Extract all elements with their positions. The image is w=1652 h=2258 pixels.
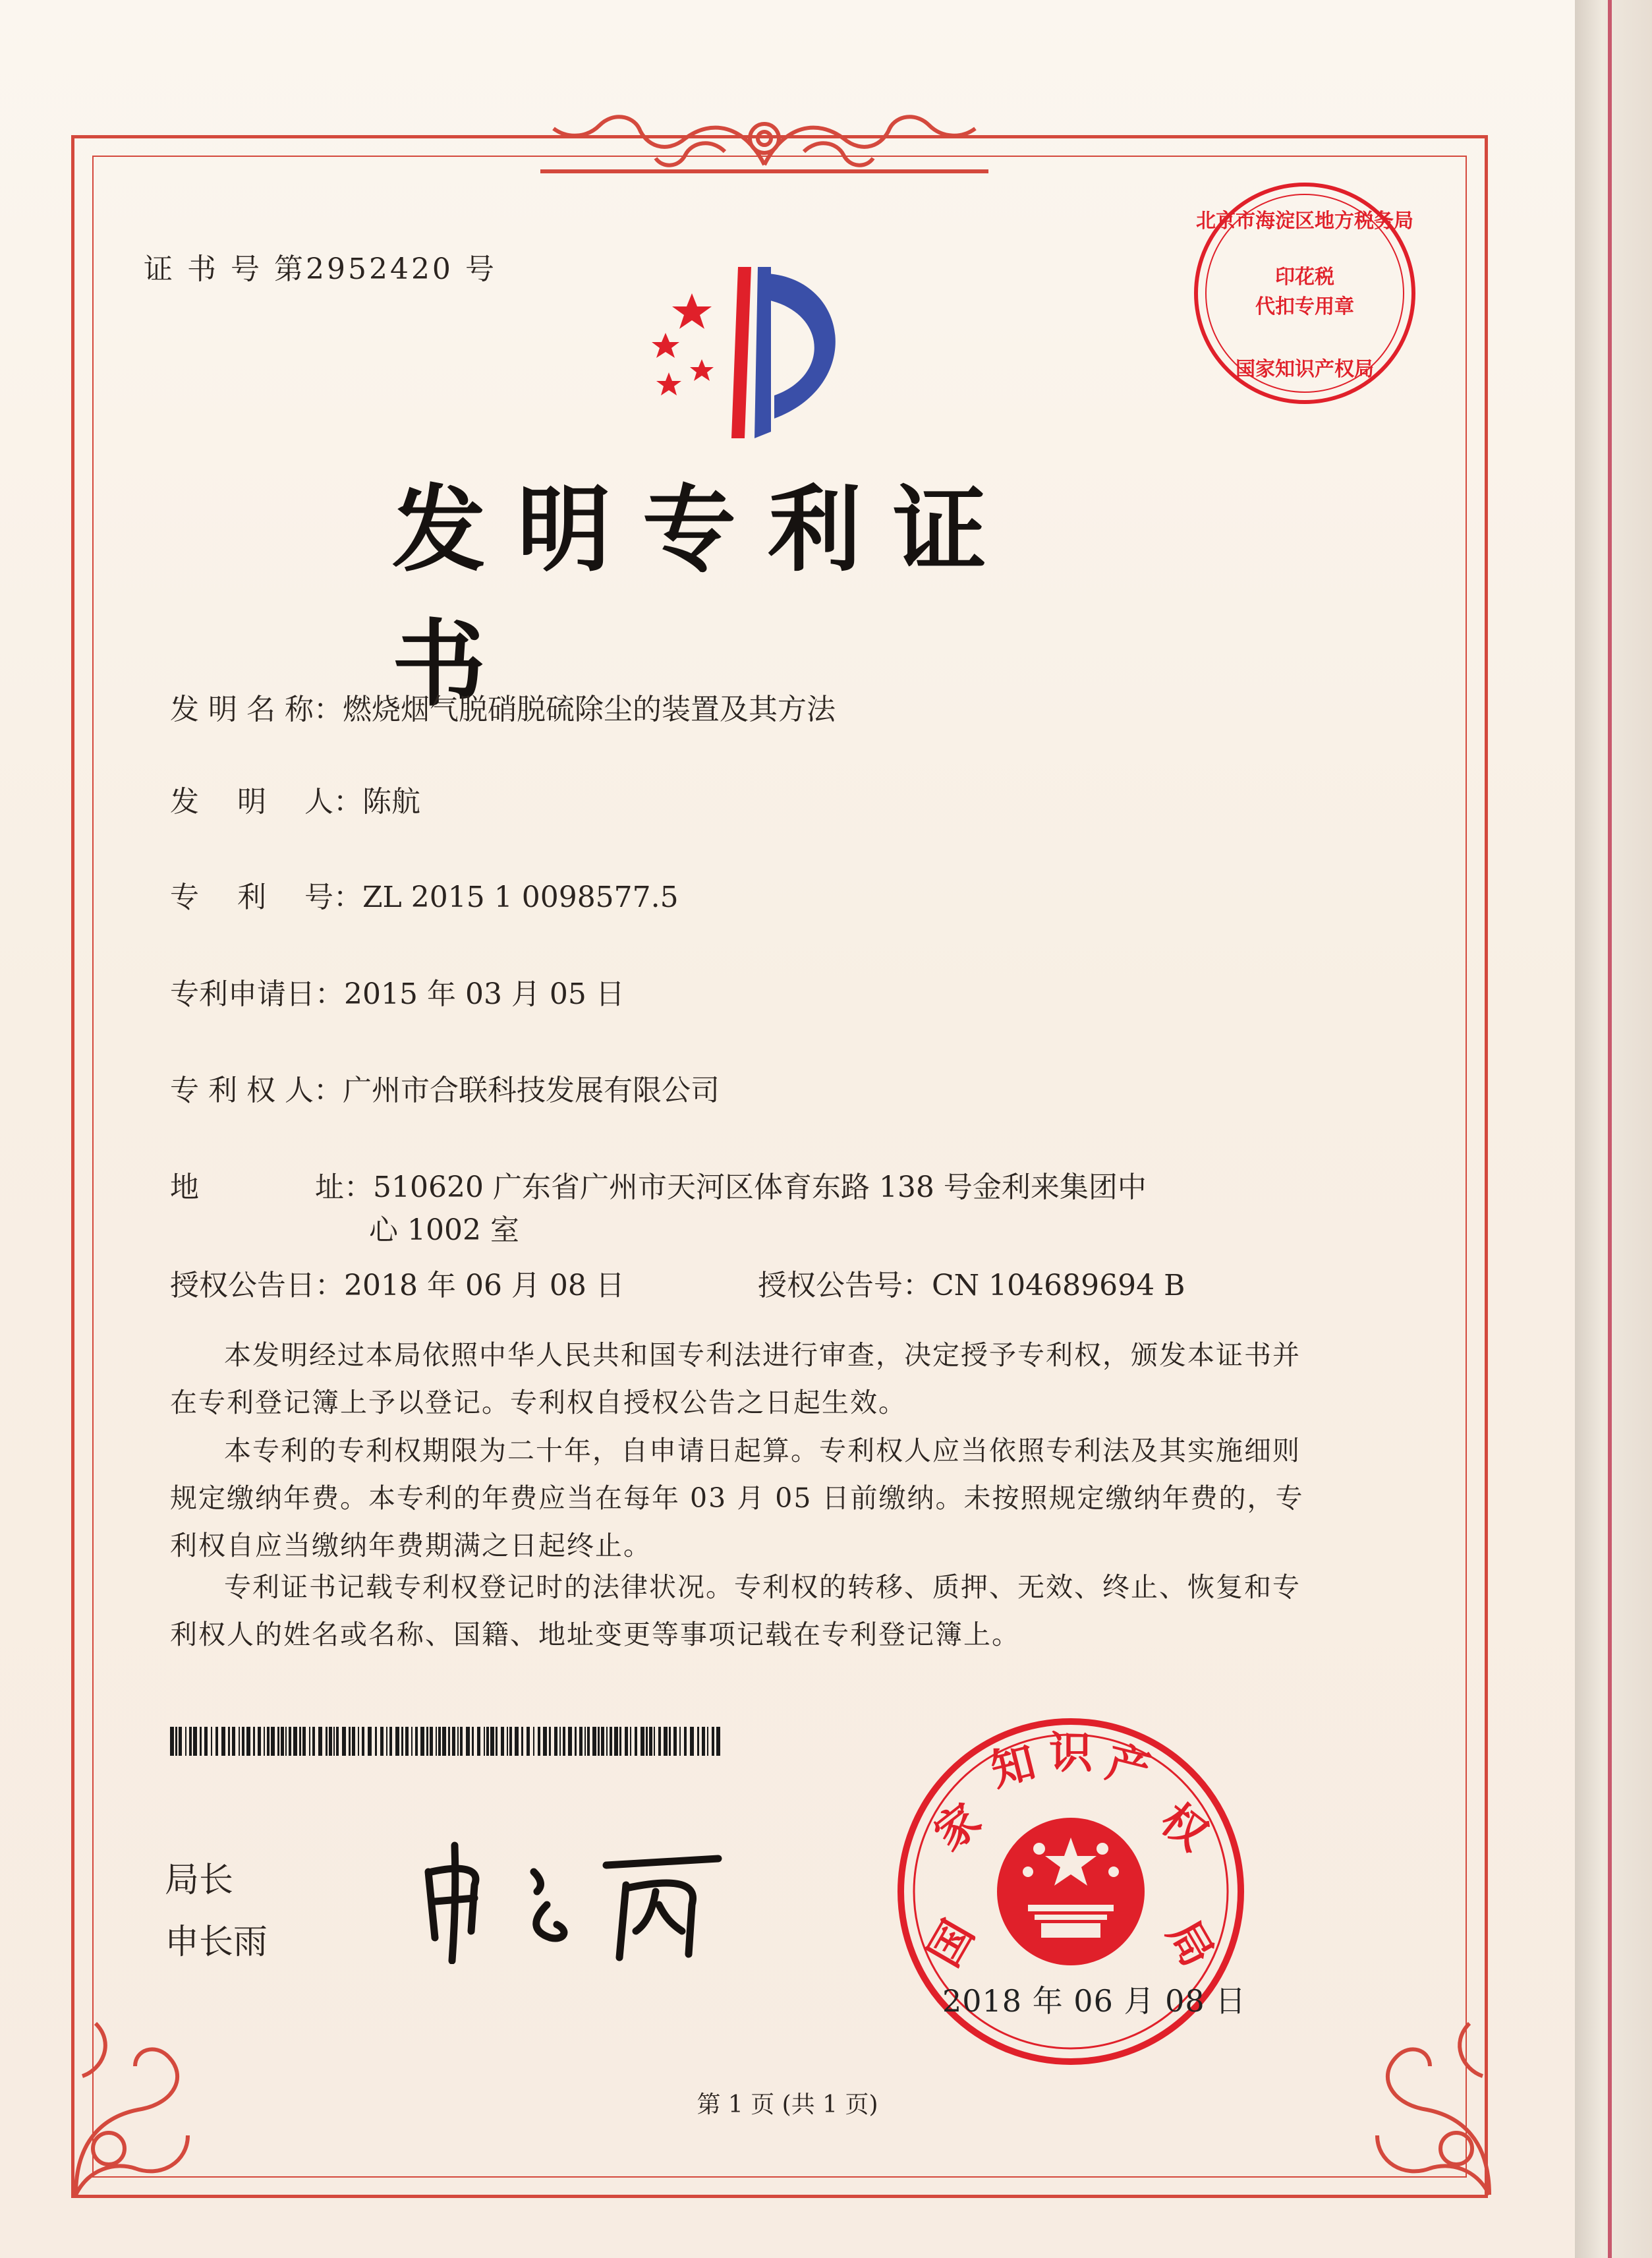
field-patentee (170, 1066, 720, 1109)
field-grant-date (170, 1261, 625, 1304)
svg-text:国: 国 (918, 1911, 984, 1975)
certificate-number-value: 2952420 (305, 252, 453, 286)
page-number: 第 1 页 (共 1 页) (697, 2091, 878, 2118)
svg-text:家: 家 (925, 1793, 990, 1861)
page-edge (1575, 0, 1652, 2258)
field-label: 专 利 号： (170, 881, 362, 914)
field-inventor (170, 778, 420, 820)
svg-text:知: 知 (986, 1736, 1040, 1797)
field-patent-number (170, 873, 679, 915)
field-value: 2015 年 03 月 05 日 (344, 977, 625, 1011)
barcode-icon (170, 1727, 724, 1756)
address-line-1: 510620 广东省广州市天河区体育东路 138 号金利来集团中 (373, 1171, 1147, 1204)
certificate-number-label: 证 书 号 第 (144, 252, 306, 286)
svg-text:权: 权 (1151, 1793, 1217, 1861)
field-invention-title (170, 685, 836, 728)
paragraph-legal-status: 专利证书记载专利权登记时的法律状况。专利权的转移、质押、无效、终止、恢复和专利权人的姓名或名称、国籍、地址变更等事项记载在专利登记簿上。 (170, 1571, 1301, 1650)
field-grant-number (758, 1261, 1185, 1304)
field-address (170, 1163, 1147, 1205)
svg-text:国家知识产权局: 国家知识产权局 (1236, 358, 1374, 381)
svg-text:产: 产 (1101, 1736, 1156, 1797)
field-value: 燃烧烟气脱硝脱硫除尘的装置及其方法 (342, 693, 836, 726)
paragraph-grant: 本发明经过本局依照中华人民共和国专利法进行审查，决定授予专利权，颁发本证书并在专利登记簿上予以登记。专利权自授权公告之日起生效。 (170, 1339, 1301, 1418)
field-value: 陈航 (362, 785, 420, 819)
svg-text:代扣专用章: 代扣专用章 (1255, 295, 1354, 318)
field-value: 广州市合联科技发展有限公司 (342, 1074, 720, 1107)
top-ornament-icon (527, 99, 1002, 185)
certificate-number-suffix: 号 (465, 252, 497, 286)
svg-text:局: 局 (1157, 1911, 1224, 1975)
svg-text:印花税: 印花税 (1275, 266, 1334, 289)
tax-stamp-icon (1189, 178, 1420, 409)
field-application-date (170, 970, 625, 1012)
signatory-name: 申长雨 (165, 1923, 268, 1962)
address-line-2: 心 1002 室 (369, 1213, 519, 1247)
page-title: 发明专利证书 (392, 476, 1018, 719)
field-label: 专利申请日： (170, 977, 344, 1011)
page-edge-rule (1608, 0, 1612, 2258)
patent-office-logo-icon (639, 254, 890, 445)
field-label: 地 址： (170, 1171, 373, 1204)
signatory-title: 局长 (165, 1861, 234, 1900)
field-label: 发 明 名 称： (170, 693, 343, 726)
handwritten-signature (409, 1832, 778, 1964)
field-label: 专 利 权 人： (170, 1074, 343, 1107)
svg-text:识: 识 (1049, 1727, 1093, 1778)
seal-date: 2018 年 06 月 08 日 (942, 1983, 1247, 2019)
field-value: CN 104689694 B (932, 1269, 1185, 1302)
field-value: ZL 2015 1 0098577.5 (362, 881, 679, 914)
field-label: 授权公告号： (758, 1269, 932, 1302)
paragraph-term: 本专利的专利权期限为二十年，自申请日起算。专利权人应当依照专利法及其实施细则规定缴纳年费。本专利的年费应当在每年 03 月 05 日前缴纳。未按照规定缴纳年费的，专利权自应当缴纳年费期满之日起终止。 (170, 1435, 1304, 1561)
address-line-2-row (369, 1206, 519, 1248)
field-label: 授权公告日： (170, 1269, 344, 1302)
certificate-number (144, 245, 497, 287)
svg-text:北京市海淀区地方税务局: 北京市海淀区地方税务局 (1196, 210, 1413, 233)
field-label: 发 明 人： (170, 785, 362, 819)
field-value: 2018 年 06 月 08 日 (344, 1269, 625, 1302)
